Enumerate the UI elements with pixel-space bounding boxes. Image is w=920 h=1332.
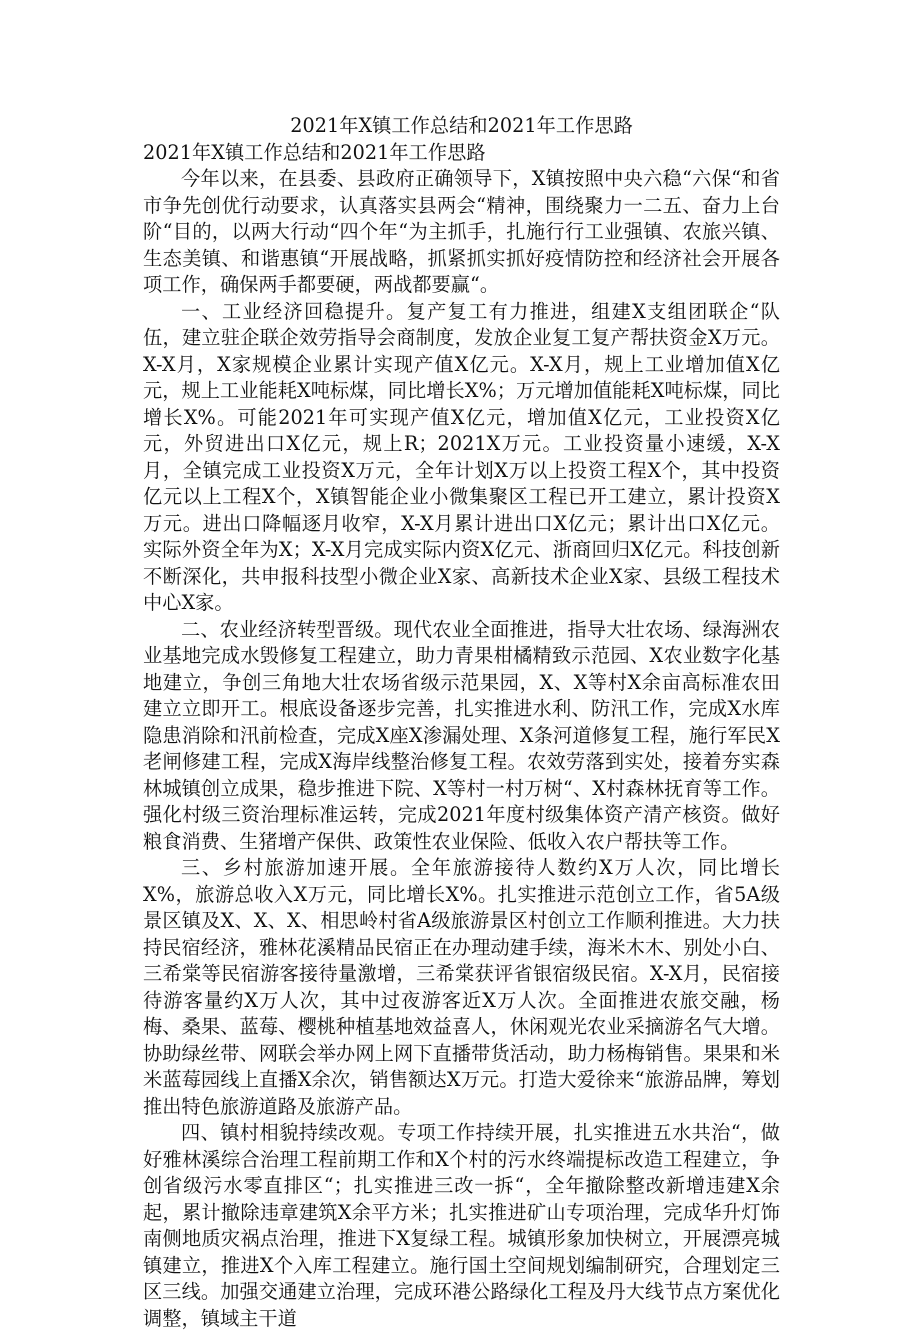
paragraph-tourism: 三、乡村旅游加速开展。全年旅游接待人数约X万人次，同比增长X%，旅游总收入X万元，同比增长X%。扎实推进示范创立工作，省5A级景区镇及X、X、X、相思岭村省A级旅游景区村创立工作顺利推进。大力扶持民宿经济，雅林花溪精品民宿正在办理动建手续，海米木木、别处小白、三希棠等民宿游客接待量激增，三希棠获评省银宿级民宿。X-X月，民宿接待游客量约X万人次，其中过夜游客近X万人次。全面推进农旅交融，杨梅、桑果、蓝莓、樱桃种植基地效益喜人，休闲观光农业采摘游名气大增。协助绿丝带、网联会举办网上网下直播带货活动，助力杨梅销售。果果和米米蓝莓园线上直播X余次，销售额达X万元。打造大爱徐来“旅游品牌，筹划推出特色旅游道路及旅游产品。 [143,856,780,1118]
paragraph-intro: 今年以来，在县委、县政府正确领导下，X镇按照中央六稳“六保“和省市争先创优行动要求，认真落实县两会“精神，围绕聚力一二五、奋力上台阶“目的，以两大行动“四个年“为主抓手，扎施行行工业强镇、农旅兴镇、生态美镇、和谐惠镇“开展战略，抓紧抓实抓好疫情防控和经济社会开展各项工作，确保两手都要硬，两战都要赢“。 [143,167,780,296]
paragraph-industry: 一、工业经济回稳提升。复产复工有力推进，组建X支组团联企“队伍，建立驻企联企效劳指导会商制度，发放企业复工复产帮扶资金X万元。X-X月，X家规模企业累计实现产值X亿元。X-X月，规上工业增加值X亿元，规上工业能耗X吨标煤，同比增长X%；万元增加值能耗X吨标煤，同比增长X%。可能2021年可实现产值X亿元，增加值X亿元，工业投资X亿元，外贸进出口X亿元，规上R；2021X万元。工业投资量小速缓，X-X月，全镇完成工业投资X万元，全年计划X万以上投资工程X个，其中投资亿元以上工程X个，X镇智能企业小微集聚区工程已开工建立，累计投资X万元。进出口降幅逐月收窄，X-X月累计进出口X亿元；累计出口X亿元。实际外资全年为X；X-X月完成实际内资X亿元、浙商回归X亿元。科技创新不断深化，共申报科技型小微企业X家、高新技术企业X家、县级工程技术中心X家。 [143,299,780,614]
paragraph-town-appearance: 四、镇村相貌持续改观。专项工作持续开展，扎实推进五水共治“，做好雅林溪综合治理工程前期工作和X个村的污水终端提标改造工程建立，争创省级污水零直排区“；扎实推进三改一拆“，全年撤除整改新增违建X余起，累计撤除违章建筑X余平方米；扎实推进矿山专项治理，完成华升灯饰南侧地质灾祸点治理，推进下X复绿工程。城镇形象加快树立，开展漂亮城镇建立，推进X个入库工程建立。施行国土空间规划编制研究，合理划定三区三线。加强交通建立治理，完成环港公路绿化工程及丹大线节点方案优化调整，镇域主干道 [143,1121,780,1330]
paragraph-agriculture: 二、农业经济转型晋级。现代农业全面推进，指导大壮农场、绿海洲农业基地完成水毁修复工程建立，助力青果柑橘精致示范园、X农业数字化基地建立，争创三角地大壮农场省级示范果园，X、X等村X余亩高标准农田建立立即开工。根底设备逐步完善，扎实推进水利、防汛工作，完成X水库隐患消除和汛前检查，完成X座X渗漏处理、X条河道修复工程，施行军民X老闸修建工程，完成X海岸线整治修复工程。农效劳落到实处，接着夯实森林城镇创立成果，稳步推进下院、X等村一村万树“、X村森林抚育等工作。强化村级三资治理标准运转，完成2021年度村级集体资产清产核资。做好粮食消费、生猪增产保供、政策性农业保险、低收入农户帮扶等工作。 [143,617,780,853]
document-subtitle: 2021年X镇工作总结和2021年工作思路 [143,140,486,164]
document-title: 2021年X镇工作总结和2021年工作思路 [290,114,633,137]
document-page [143,113,780,1332]
